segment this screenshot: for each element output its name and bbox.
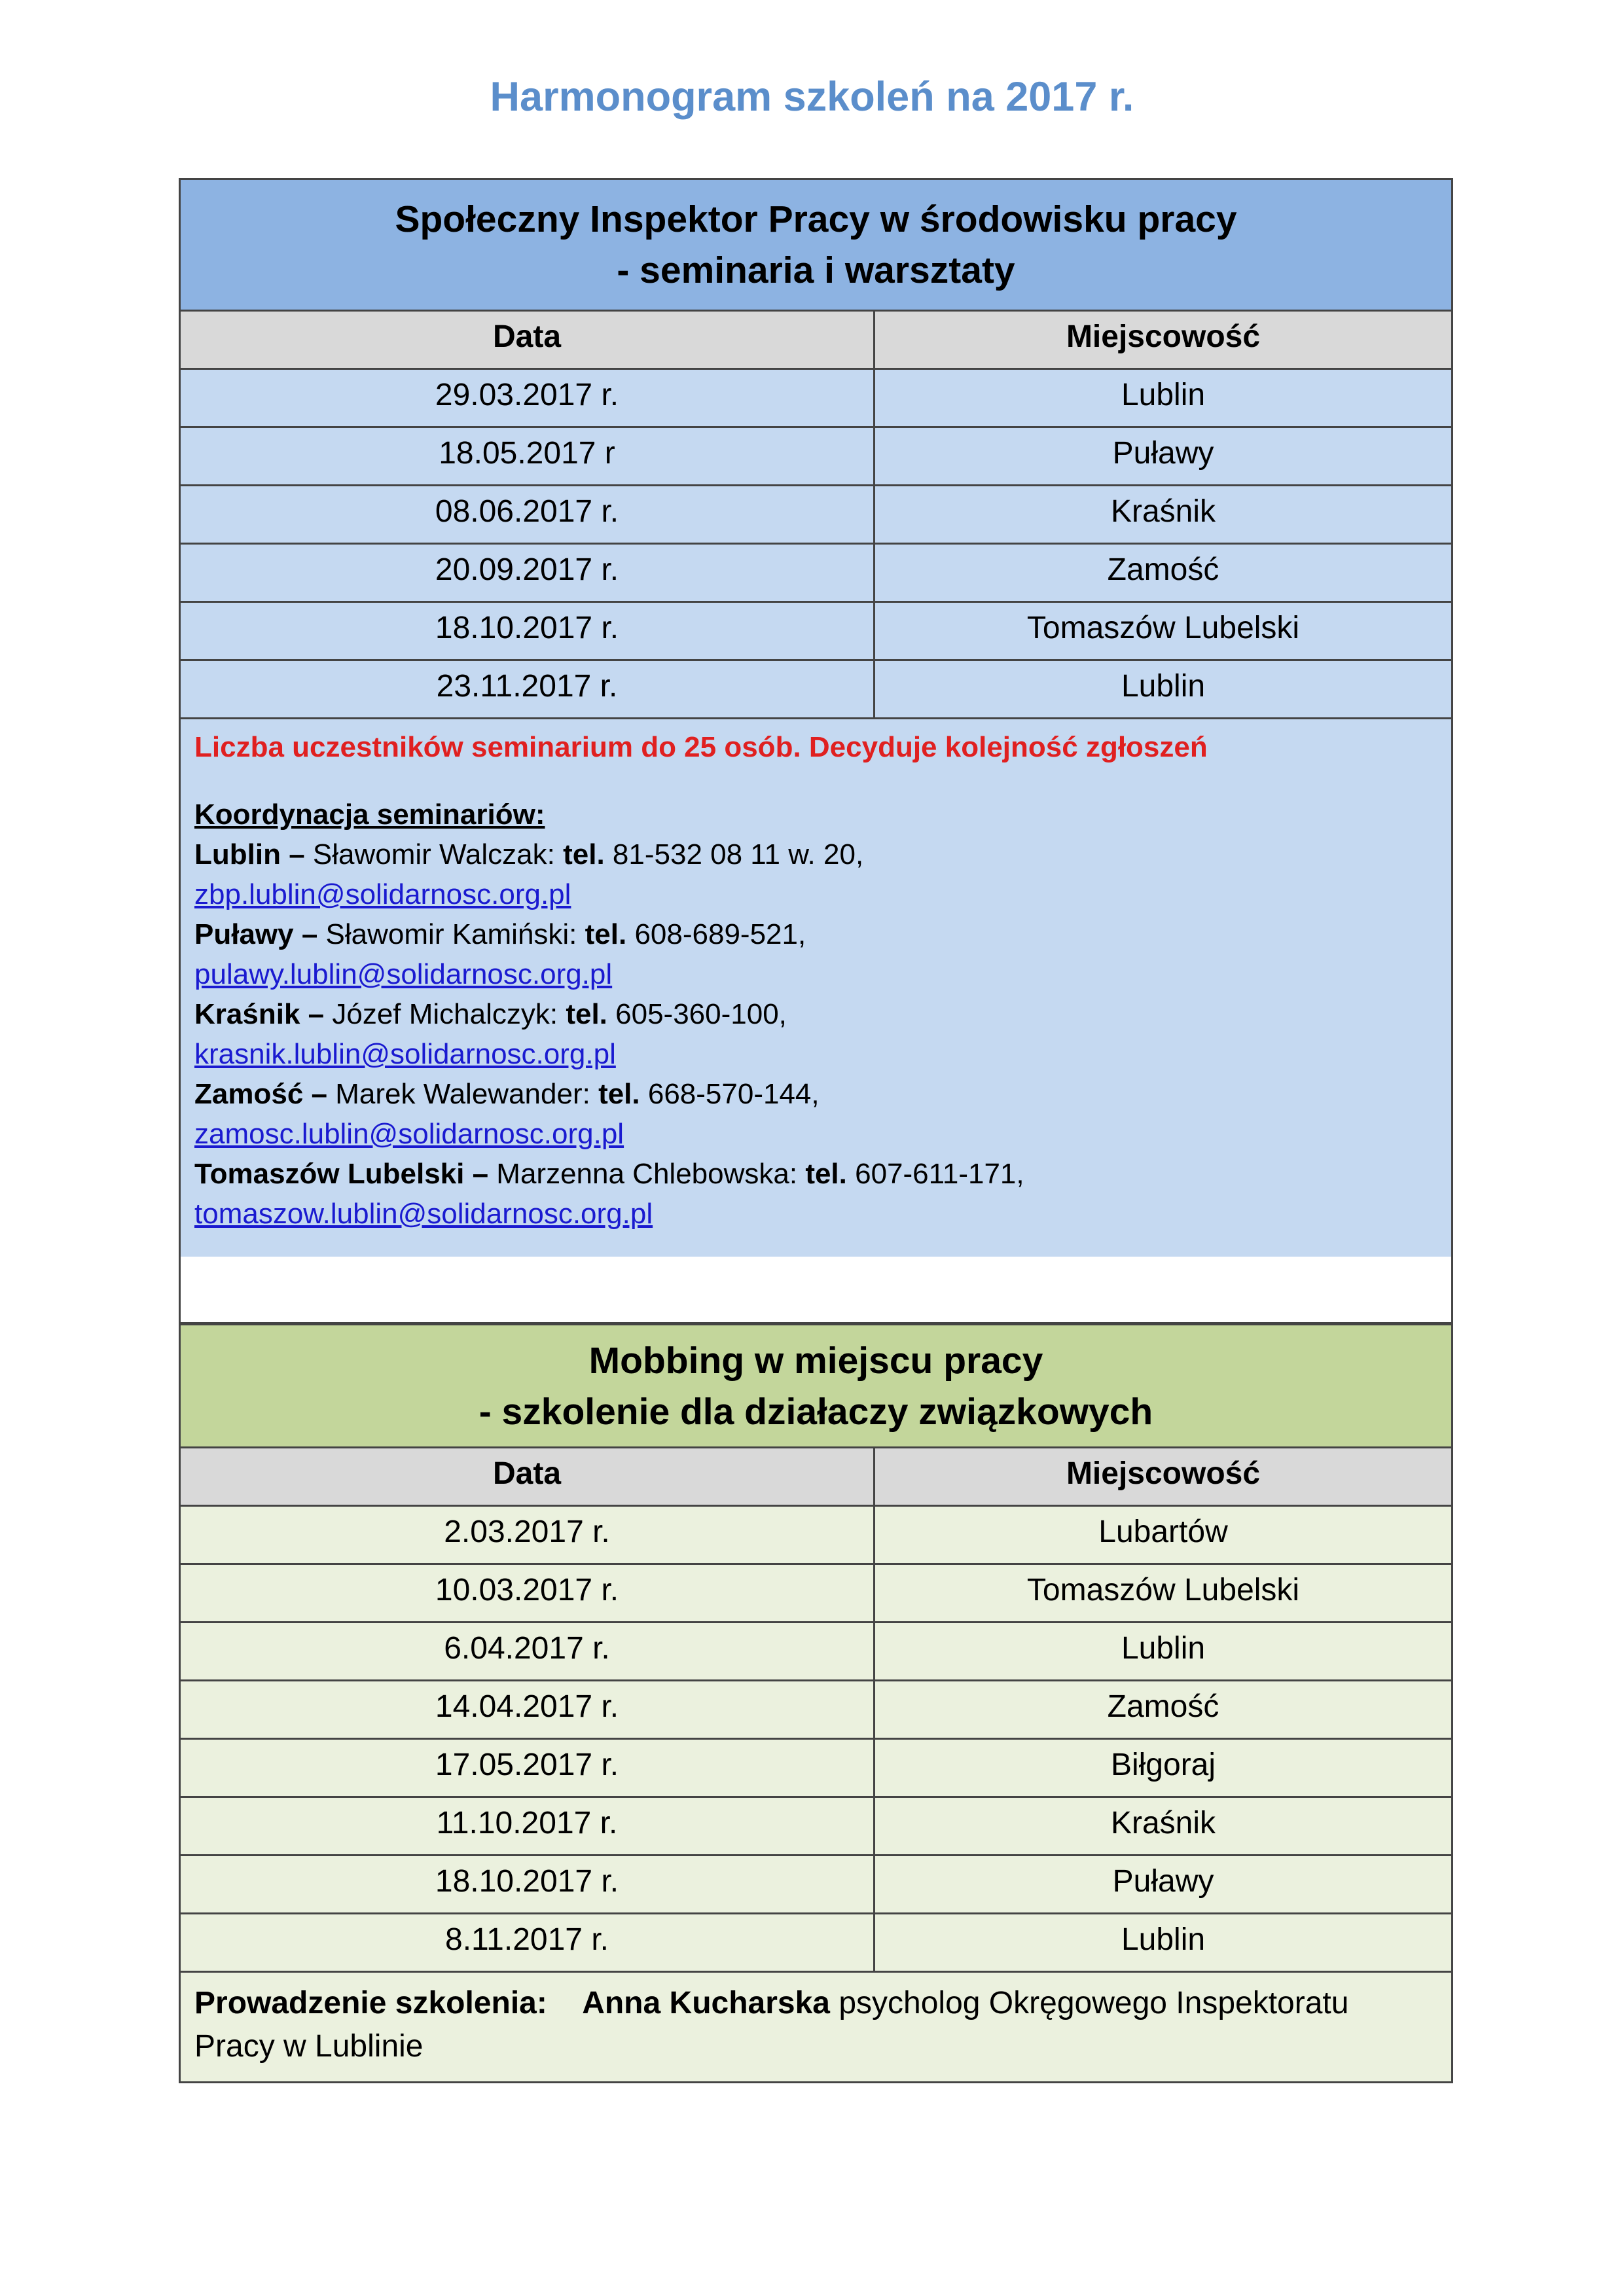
page-title: Harmonogram szkoleń na 2017 r. <box>490 74 1134 120</box>
place-cell: Lublin <box>1121 669 1206 704</box>
coordinator-dash: – <box>464 1158 497 1190</box>
coordinator-city: Puławy <box>194 918 294 950</box>
coordinator-city: Kraśnik <box>194 998 300 1030</box>
coordinator-entry <box>194 1154 1451 1194</box>
coordinator-email-link[interactable]: zbp.lublin@solidarnosc.org.pl <box>194 878 571 910</box>
seminar-heading <box>181 180 1451 312</box>
coordinator-dash: – <box>293 918 326 950</box>
coordinator-entry <box>194 914 1451 954</box>
coordinator-phone: 605-360-100, <box>607 998 787 1030</box>
column-header-date: Data <box>181 1448 875 1505</box>
coordinator-email-link[interactable]: zamosc.lublin@solidarnosc.org.pl <box>194 1118 624 1150</box>
date-cell: 17.05.2017 r. <box>181 1740 875 1796</box>
column-header-date: Data <box>181 312 875 368</box>
table-row <box>181 370 1451 428</box>
date-cell: 11.10.2017 r. <box>181 1798 875 1854</box>
trainer-label: Prowadzenie szkolenia: <box>194 1986 547 2020</box>
coordinator-city: Zamość <box>194 1078 304 1110</box>
coordinator-name: Sławomir Kamiński: <box>325 918 585 950</box>
tel-label: tel. <box>598 1078 640 1110</box>
table-row <box>181 1856 1451 1914</box>
coordinator-phone: 607-611-171, <box>846 1158 1024 1190</box>
trainer-name: Anna Kucharska <box>582 1986 830 2020</box>
place-cell: Lublin <box>1121 1631 1206 1666</box>
tel-label: tel. <box>585 918 627 950</box>
coordinator-dash: – <box>280 838 313 870</box>
date-cell: 6.04.2017 r. <box>181 1623 875 1679</box>
table-row <box>181 661 1451 719</box>
column-header-place: Miejscowość <box>1066 1456 1261 1491</box>
trainer-info <box>181 1973 1451 2081</box>
coordinator-email-link[interactable]: krasnik.lublin@solidarnosc.org.pl <box>194 1038 616 1070</box>
tel-label: tel. <box>563 838 605 870</box>
coordinator-dash: – <box>300 998 333 1030</box>
table-row <box>181 1740 1451 1798</box>
place-cell: Biłgoraj <box>1110 1748 1216 1782</box>
coordinator-name: Marzenna Chlebowska: <box>496 1158 806 1190</box>
coordinator-dash: – <box>303 1078 336 1110</box>
tel-label: tel. <box>566 998 607 1030</box>
date-cell: 20.09.2017 r. <box>181 545 875 601</box>
table-header-row <box>181 312 1451 370</box>
date-cell: 18.05.2017 r <box>181 428 875 484</box>
table-row <box>181 1681 1451 1740</box>
place-cell: Lubartów <box>1098 1515 1228 1549</box>
place-cell: Lublin <box>1121 1922 1206 1957</box>
trainer-description-cont: Pracy w Lublinie <box>194 2029 424 2064</box>
table-row <box>181 603 1451 661</box>
coordination-title: Koordynacja seminariów: <box>194 798 545 831</box>
seminar-heading-line1: Społeczny Inspektor Pracy w środowisku pracy <box>395 198 1237 240</box>
table-row <box>181 545 1451 603</box>
place-cell: Lublin <box>1121 378 1206 412</box>
column-header-place: Miejscowość <box>1066 319 1261 354</box>
coordinator-phone: 668-570-144, <box>640 1078 820 1110</box>
table-row <box>181 1623 1451 1681</box>
table-row <box>181 1565 1451 1623</box>
place-cell: Tomaszów Lubelski <box>1026 611 1300 645</box>
mobbing-heading-line2: - szkolenie dla działaczy związkowych <box>478 1390 1153 1433</box>
coordinator-phone: 81-532 08 11 w. 20, <box>604 838 864 870</box>
coordinator-email-link[interactable]: tomaszow.lublin@solidarnosc.org.pl <box>194 1198 653 1230</box>
coordinator-city: Lublin <box>194 838 281 870</box>
trainer-description: psycholog Okręgowego Inspektoratu <box>829 1986 1349 2020</box>
date-cell: 10.03.2017 r. <box>181 1565 875 1621</box>
coordinator-entry <box>194 1074 1451 1114</box>
mobbing-schedule-table <box>179 1323 1453 2083</box>
date-cell: 2.03.2017 r. <box>181 1507 875 1563</box>
coordinator-email-link[interactable]: pulawy.lublin@solidarnosc.org.pl <box>194 958 613 990</box>
coordinator-name: Sławomir Walczak: <box>312 838 564 870</box>
place-cell: Zamość <box>1107 552 1219 587</box>
seminar-schedule-table <box>179 178 1453 1260</box>
spacer-row <box>179 1257 1453 1326</box>
date-cell: 18.10.2017 r. <box>181 603 875 659</box>
date-cell: 23.11.2017 r. <box>181 661 875 717</box>
date-cell: 18.10.2017 r. <box>181 1856 875 1912</box>
place-cell: Kraśnik <box>1110 1806 1216 1840</box>
mobbing-heading-line1: Mobbing w miejscu pracy <box>588 1339 1043 1382</box>
place-cell: Puławy <box>1112 436 1214 471</box>
tel-label: tel. <box>805 1158 847 1190</box>
coordinator-name: Józef Michalczyk: <box>332 998 566 1030</box>
place-cell: Kraśnik <box>1110 494 1216 529</box>
table-row <box>181 1914 1451 1973</box>
coordinator-entry <box>194 994 1451 1034</box>
table-row <box>181 428 1451 486</box>
seminar-info <box>181 719 1451 1258</box>
mobbing-heading <box>181 1325 1451 1448</box>
date-cell: 08.06.2017 r. <box>181 486 875 543</box>
place-cell: Puławy <box>1112 1864 1214 1899</box>
table-row <box>181 1798 1451 1856</box>
coordinator-phone: 608-689-521, <box>626 918 806 950</box>
table-row <box>181 1507 1451 1565</box>
table-row <box>181 486 1451 545</box>
participant-limit-notice: Liczba uczestników seminarium do 25 osób. Decyduje kolejność zgłoszeń <box>194 731 1208 763</box>
table-header-row <box>181 1448 1451 1507</box>
place-cell: Zamość <box>1107 1689 1219 1724</box>
place-cell: Tomaszów Lubelski <box>1026 1573 1300 1607</box>
coordinator-entry <box>194 834 1451 874</box>
date-cell: 8.11.2017 r. <box>181 1914 875 1971</box>
coordinator-name: Marek Walewander: <box>335 1078 599 1110</box>
date-cell: 29.03.2017 r. <box>181 370 875 426</box>
date-cell: 14.04.2017 r. <box>181 1681 875 1738</box>
coordinator-city: Tomaszów Lubelski <box>194 1158 465 1190</box>
seminar-heading-line2: - seminaria i warsztaty <box>617 249 1015 291</box>
